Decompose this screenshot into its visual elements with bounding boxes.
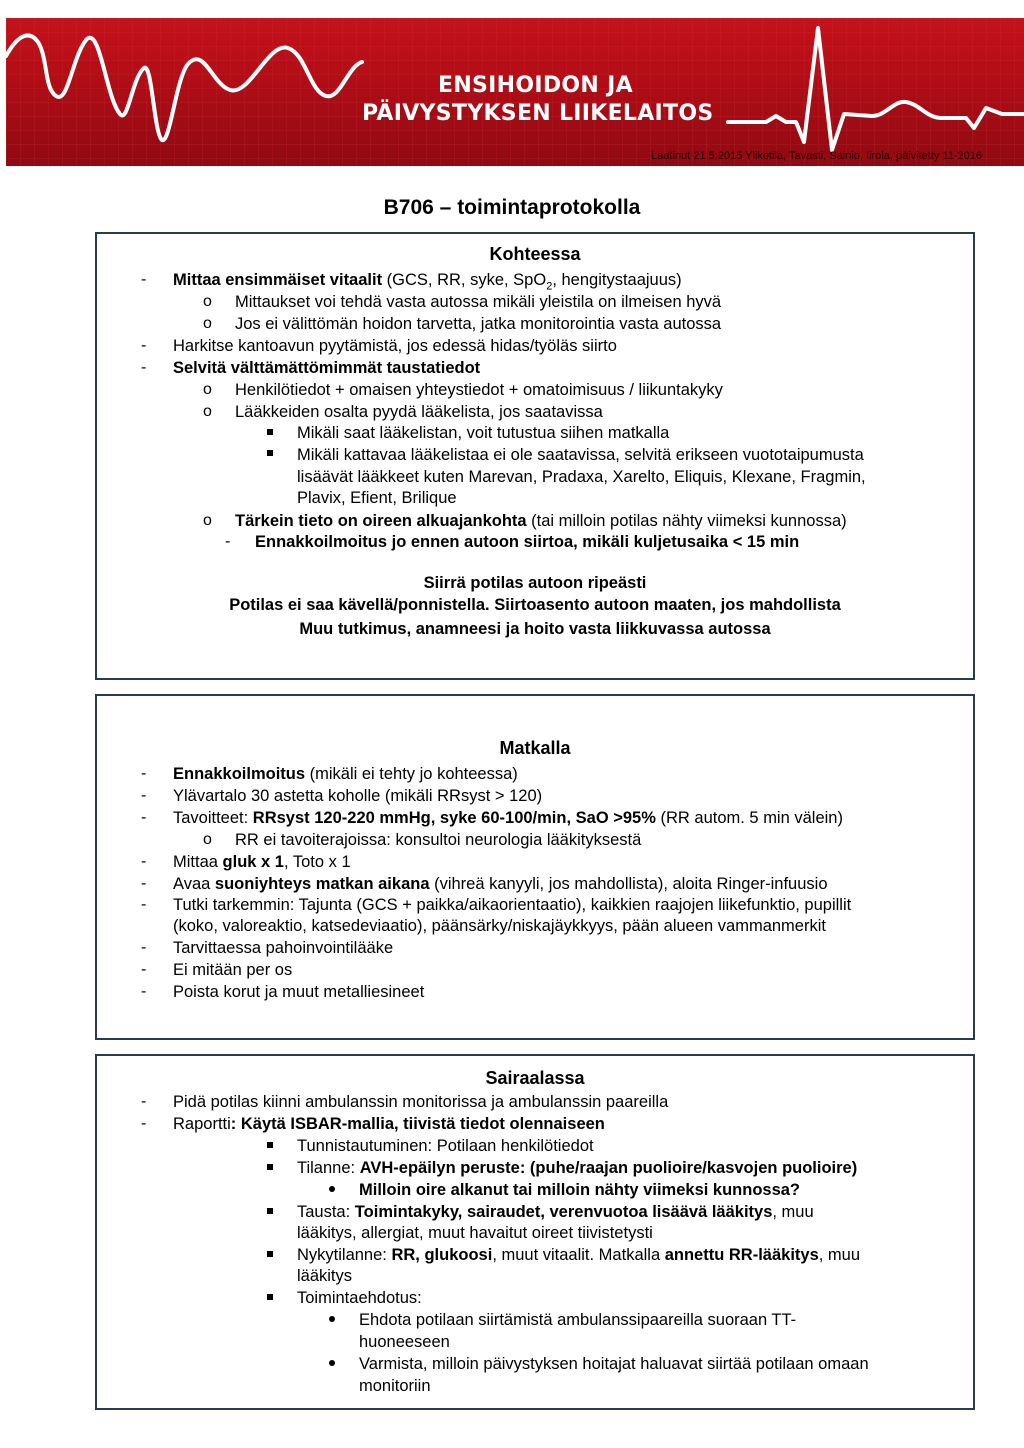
dash-marker: -	[141, 337, 147, 354]
circle-marker: o	[203, 831, 212, 848]
instruction-line: Muu tutkimus, anamneesi ja hoito vasta liikkuvassa autossa	[299, 620, 771, 638]
square-bullet-icon	[267, 450, 273, 456]
org-line-1: ENSIHOIDON JA	[438, 73, 633, 98]
list-item: Ennakkoilmoitus jo ennen autoon siirtoa, mikäli kuljetusaika < 15 min	[255, 533, 800, 551]
list-item: Mittaukset voi tehdä vasta autossa mikäli yleistila on ilmeisen hyvä	[235, 293, 722, 311]
dash-marker: -	[141, 875, 147, 892]
dash-marker: -	[141, 271, 147, 288]
circle-marker: o	[203, 293, 212, 310]
section-matkalla	[95, 694, 975, 1040]
list-item-continuation: huoneeseen	[359, 1333, 450, 1351]
list-item: RR ei tavoiterajoissa: konsultoi neurologia lääkityksestä	[235, 831, 642, 849]
document-title: B706 – toimintaprotokolla	[383, 196, 641, 219]
list-item: Henkilötiedot + omaisen yhteystiedot + omatoimisuus / liikuntakyky	[235, 381, 723, 399]
dash-marker: -	[141, 961, 147, 978]
list-item: Raportti: Käytä ISBAR-mallia, tiivistä tiedot olennaiseen	[173, 1115, 605, 1133]
list-item: Ehdota potilaan siirtämistä ambulanssipaareilla suoraan TT-	[359, 1311, 797, 1329]
square-bullet-icon	[267, 1164, 273, 1170]
list-item: Toimintaehdotus:	[297, 1289, 422, 1307]
round-bullet-icon	[329, 1316, 335, 1322]
list-item: Mittaa ensimmäiset vitaalit (GCS, RR, syke, SpO$_2$, hengitystaajuus)	[173, 271, 682, 293]
list-item: Selvitä välttämättömimmät taustatiedot	[173, 359, 481, 377]
list-item: Lääkkeiden osalta pyydä lääkelista, jos saatavissa	[235, 403, 603, 421]
list-item: Tausta: Toimintakyky, sairaudet, verenvuotoa lisäävä lääkitys, muu	[297, 1203, 814, 1221]
square-bullet-icon	[267, 1142, 273, 1148]
list-item: Mikäli kattavaa lääkelistaa ei ole saatavissa, selvitä erikseen vuototaipumusta	[297, 446, 864, 464]
header-banner	[6, 18, 1024, 166]
list-item: Avaa suoniyhteys matkan aikana (vihreä kanyyli, jos mahdollista), aloita Ringer-infuusio	[173, 875, 828, 893]
org-line-2: PÄIVYSTYKSEN LIIKELAITOS	[362, 101, 714, 126]
list-item: Mittaa gluk x 1, Toto x 1	[173, 853, 351, 871]
credits-text: Laatinut 21.5.2015 Ylikotila, Tavasti, Sainio, Iirola, päivitetty 11-2016	[651, 150, 982, 162]
dash-marker: -	[141, 939, 147, 956]
list-item-continuation: lisäävät lääkkeet kuten Marevan, Pradaxa, Xarelto, Eliquis, Klexane, Fragmin,	[297, 468, 866, 486]
list-item: Tavoitteet: RRsyst 120-220 mmHg, syke 60-100/min, SaO >95% (RR autom. 5 min välein)	[173, 809, 843, 827]
dash-marker: -	[141, 896, 147, 913]
list-item-continuation: Plavix, Efient, Brilique	[297, 489, 457, 507]
dash-marker: -	[141, 809, 147, 826]
circle-marker: o	[203, 403, 212, 420]
list-item: Tunnistautuminen: Potilaan henkilötiedot	[297, 1137, 594, 1155]
section-heading: Sairaalassa	[485, 1068, 585, 1088]
dash-marker: -	[141, 787, 147, 804]
list-item: Jos ei välittömän hoidon tarvetta, jatka monitorointia vasta autossa	[235, 315, 722, 333]
dash-marker: -	[141, 765, 147, 782]
circle-marker: o	[203, 381, 212, 398]
list-item: Varmista, milloin päivystyksen hoitajat haluavat siirtää potilaan omaan	[359, 1355, 869, 1373]
list-item: Harkitse kantoavun pyytämistä, jos edessä hidas/työläs siirto	[173, 337, 617, 355]
dash-marker: -	[141, 853, 147, 870]
list-item: Milloin oire alkanut tai milloin nähty viimeksi kunnossa?	[359, 1181, 801, 1199]
circle-marker: o	[203, 315, 212, 332]
square-bullet-icon	[267, 429, 273, 435]
list-item: Mikäli saat lääkelistan, voit tutustua siihen matkalla	[297, 424, 670, 442]
round-bullet-icon	[329, 1360, 335, 1366]
list-item: Pidä potilas kiinni ambulanssin monitorissa ja ambulanssin paareilla	[173, 1093, 669, 1111]
dash-marker: -	[141, 359, 147, 376]
square-bullet-icon	[267, 1208, 273, 1214]
list-item: Ennakkoilmoitus (mikäli ei tehty jo kohteessa)	[173, 765, 518, 783]
list-item: Tarvittaessa pahoinvointilääke	[173, 939, 394, 957]
dash-marker: -	[141, 1115, 147, 1132]
list-item: Tutki tarkemmin: Tajunta (GCS + paikka/aikaorientaatio), kaikkien raajojen liikefunktio, pupillit	[173, 896, 852, 914]
instruction-line: Siirrä potilas autoon ripeästi	[423, 574, 647, 592]
list-item: Tärkein tieto on oireen alkuajankohta (tai milloin potilas nähty viimeksi kunnossa)	[235, 512, 847, 530]
list-item-continuation: lääkitys	[297, 1267, 353, 1285]
instruction-line: Potilas ei saa kävellä/ponnistella. Siirtoasento autoon maaten, jos mahdollista	[229, 596, 841, 614]
list-item: Ylävartalo 30 astetta koholle (mikäli RRsyst > 120)	[173, 787, 543, 805]
dash-marker: -	[225, 533, 231, 550]
list-item-continuation: (koko, valoreaktio, katsedeviaatio), päänsärky/niskajäykkyys, pään alueen vammanmerkit	[173, 917, 826, 935]
dash-marker: -	[141, 983, 147, 1000]
section-kohteessa	[95, 232, 975, 680]
list-item: Poista korut ja muut metalliesineet	[173, 983, 425, 1001]
square-bullet-icon	[267, 1251, 273, 1257]
list-item-continuation: lääkitys, allergiat, muut havaitut oireet tiivistetysti	[297, 1224, 653, 1242]
list-item: Nykytilanne: RR, glukoosi, muut vitaalit. Matkalla annettu RR-lääkitys, muu	[297, 1246, 861, 1264]
section-heading: Kohteessa	[489, 244, 581, 264]
list-item: Ei mitään per os	[173, 961, 293, 979]
list-item: Tilanne: AVH-epäilyn peruste: (puhe/raajan puolioire/kasvojen puolioire)	[297, 1159, 858, 1177]
section-sairaalassa	[95, 1054, 975, 1410]
section-heading: Matkalla	[499, 738, 571, 758]
list-item-continuation: monitoriin	[359, 1377, 431, 1395]
square-bullet-icon	[267, 1294, 273, 1300]
circle-marker: o	[203, 512, 212, 529]
organization-name	[362, 72, 714, 128]
dash-marker: -	[141, 1093, 147, 1110]
round-bullet-icon	[329, 1186, 335, 1192]
